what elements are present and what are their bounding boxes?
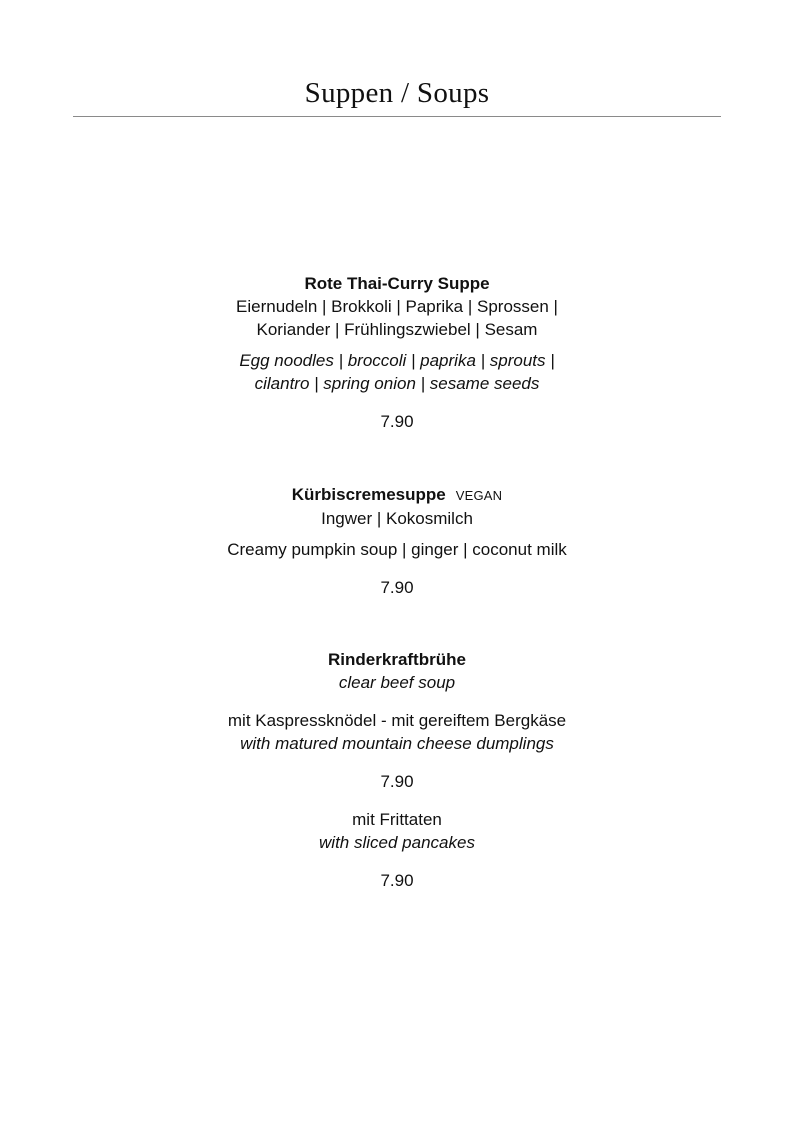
title-divider [73,116,721,117]
vegan-badge: VEGAN [455,488,503,503]
page-title: Suppen / Soups [304,77,490,109]
option-description-de: mit Frittaten [352,810,442,829]
option-price: 7.90 [380,871,414,890]
dish-name: Rinderkraftbrühe [328,650,466,669]
menu-item-beef-broth [0,648,794,892]
dish-description-en: Egg noodles | broccoli | paprika | sprouts | [239,351,555,370]
dish-price: 7.90 [380,412,414,431]
dish-description-en: cilantro | spring onion | sesame seeds [254,374,540,393]
dish-name-en: clear beef soup [338,673,456,692]
dish-name: Rote Thai-Curry Suppe [304,274,490,293]
dish-description-de: Ingwer | Kokosmilch [321,509,473,528]
dish-description-de: Eiernudeln | Brokkoli | Paprika | Sprossen | [236,297,558,316]
option-description-en: with matured mountain cheese dumplings [240,734,554,753]
dish-description-de: Koriander | Frühlingszwiebel | Sesam [256,320,538,339]
dish-heading [0,483,794,507]
option-description-en: with sliced pancakes [319,833,475,852]
dish-description-en: Creamy pumpkin soup | ginger | coconut milk [227,540,567,559]
option-description-de: mit Kaspressknödel - mit gereiftem Bergkäse [227,711,567,730]
option-price: 7.90 [380,772,414,791]
menu-item-thai-curry-soup [0,272,794,433]
menu-item-pumpkin-soup [0,483,794,599]
dish-name: Kürbiscremesuppe [291,485,446,504]
dish-price: 7.90 [380,578,414,597]
